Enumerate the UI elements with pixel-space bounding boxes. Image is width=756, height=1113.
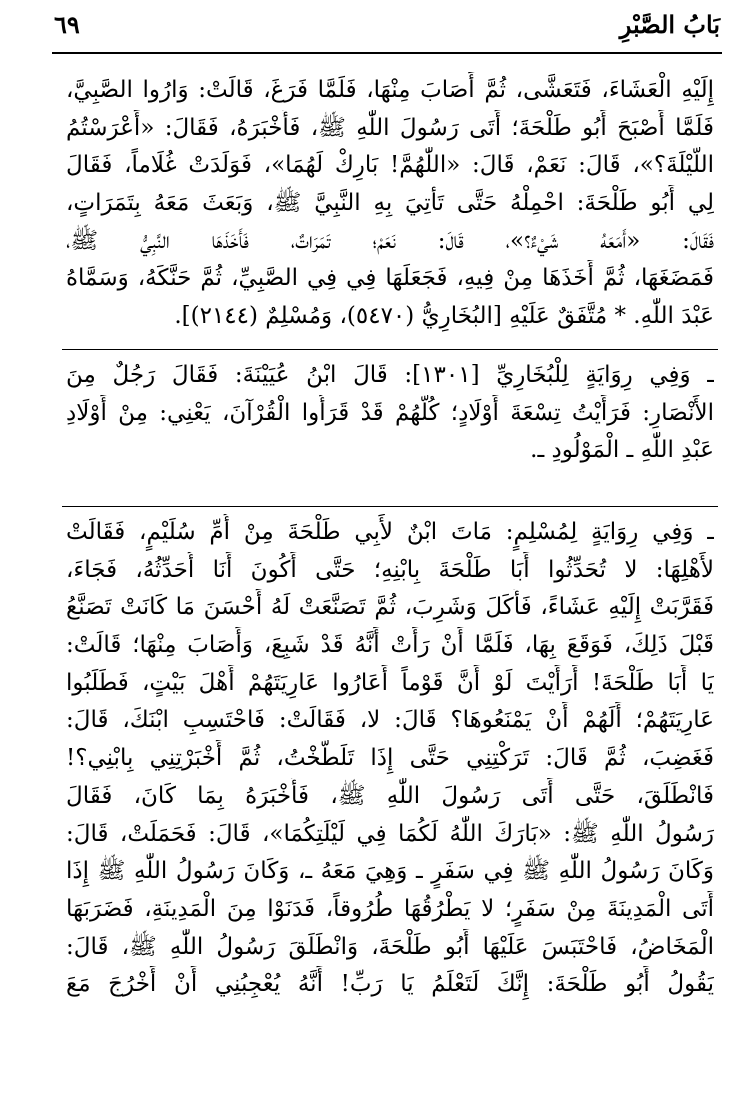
hadith-paragraph <box>66 72 714 336</box>
text-line: ـ وَفِي رِوَايَةٍ لِمُسْلِمٍ: مَاتَ ابْنٌ لأَبِي طَلْحَةَ مِنْ أُمِّ سُلَيْمٍ، فَقَالَتْ <box>66 519 714 545</box>
text-line: لِي أَبُو طَلْحَةَ: احْمِلْهُ حَتَّى تَأْتِيَ بِهِ النَّبِيَّ ﷺ، وَبَعَثَ مَعَهُ بِتَمَرَاتٍ، <box>66 190 714 217</box>
text-line: عَبْدِ اللّٰهِ ـ الْمَوْلُودِ ـ. <box>530 437 714 464</box>
text-line: فَقَرَّبَتْ إِلَيْهِ عَشَاءً، فَأَكَلَ وَشَرِبَ، ثُمَّ تَصَنَّعَتْ لَهُ أَحْسَنَ مَا كَانَتْ تَصَنَّعُ <box>66 594 714 621</box>
text-line: يَقُولُ أَبُو طَلْحَةَ: إِنَّكَ لَتَعْلَمُ يَا رَبِّ! أَنَّهُ يُعْجِبُنِي أَنْ أَخْرُجَ مَعَ <box>66 971 714 998</box>
section-divider <box>62 349 718 350</box>
text-line: لأَهْلِهَا: لا تُحَدِّثُوا أَبَا طَلْحَةَ بِابْنِهِ؛ حَتَّى أَكُونَ أَنَا أُحَدِّثُهُ، فَجَاءَ، <box>66 556 714 583</box>
page-number: ٦٩ <box>54 10 80 39</box>
section-divider <box>62 506 718 507</box>
text-line: عَبْدَ اللّٰهِ. * مُتَّفَقٌ عَلَيْهِ [البُخَارِيُّ (٥٤٧٠)، وَمُسْلِمٌ (٢١٤٤)]. <box>174 303 714 330</box>
text-line: يَا أَبَا طَلْحَةَ! أَرَأَيْتَ لَوْ أَنَّ قَوْماً أَعَارُوا عَارِيَتَهُمْ أَهْلَ بَيْتٍ، فَطَلَبُوا <box>66 669 714 696</box>
text-line: فَغَضِبَ، ثُمَّ قَالَ: تَرَكْتِنِي حَتَّى إِذَا تَلَطَّخْتُ، ثُمَّ أَخْبَرْتِنِي بِابْنِي؟! <box>66 745 714 772</box>
text-line: وَكَانَ رَسُولُ اللّٰهِ ﷺ فِي سَفَرٍ ـ وَهِيَ مَعَهُ ـ، وَكَانَ رَسُولُ اللّٰهِ ﷺ إِذَا <box>66 858 714 885</box>
text-line: فَلَمَّا أَصْبَحَ أَبُو طَلْحَةَ؛ أَتَى رَسُولَ اللّٰهِ ﷺ، فَأَخْبَرَهُ، فَقَالَ: «أَعْرَسْتُمُ <box>66 114 714 141</box>
muslim-narration-paragraph <box>66 514 714 1004</box>
text-line: الأَنْصَارِ: فَرَأَيْتُ تِسْعَةَ أَوْلَادٍ؛ كُلُّهُمْ قَدْ قَرَأُوا الْقُرْآنَ، يَعْنِي: مِنْ أَوْلَادِ <box>66 399 714 426</box>
text-line: أَتَى الْمَدِينَةَ مِنْ سَفَرٍ؛ لا يَطْرُقُهَا طُرُوقاً، فَدَنَوْا مِنَ الْمَدِينَةِ، فَضَرَبَهَا <box>66 895 714 922</box>
header-rule <box>52 52 722 54</box>
text-line: رَسُولُ اللّٰهِ ﷺ: «بَارَكَ اللّٰهُ لَكُمَا فِي لَيْلَتِكُمَا»، قَالَ: فَحَمَلَتْ، قَالَ: <box>66 820 714 847</box>
text-line: إِلَيْهِ الْعَشَاءَ، فَتَعَشَّى، ثُمَّ أَصَابَ مِنْهَا، فَلَمَّا فَرَغَ، قَالَتْ: وَارُوا الصَّبِيَّ، <box>66 77 714 103</box>
bukhari-narration-paragraph <box>66 357 714 470</box>
text-line: ـ وَفِي رِوَايَةٍ لِلْبُخَارِيِّ [١٣٠١]: قَالَ ابْنُ عُيَيْنَةَ: فَقَالَ رَجُلٌ مِنَ <box>66 362 714 388</box>
text-line: عَارِيَتَهُمْ؛ أَلَهُمْ أَنْ يَمْنَعُوهَا؟ قَالَ: لا، فَقَالَتْ: فَاحْتَسِبِ ابْنَكَ، قَالَ: <box>66 707 714 734</box>
text-line: اللَّيْلَةَ؟»، قَالَ: نَعَمْ، قَالَ: «اللّٰهُمَّ! بَارِكْ لَهُمَا»، فَوَلَدَتْ غُلَاماً، فَقَالَ <box>66 152 714 179</box>
text-line: الْمَخَاضُ، فَاحْتَبَسَ عَلَيْهَا أَبُو طَلْحَةَ، وَانْطَلَقَ رَسُولُ اللّٰهِ ﷺ، قَالَ: <box>66 933 714 960</box>
chapter-title: بَابُ الصَّبْرِ <box>619 10 720 39</box>
text-line: قَبْلَ ذَلِكَ، فَوَقَعَ بِهَا، فَلَمَّا أَنْ رَأَتْ أَنَّهُ قَدْ شَبِعَ، وَأَصَابَ مِنْهَا؛ قَالَتْ: <box>66 632 714 659</box>
text-line: فَقَالَ: «أَمَعَهُ شَيْءٌ؟»، قَالَ: نَعَمْ؛ تَمَرَاتٌ، فَأَخَذَهَا النَّبِيُّ ﷺ، <box>66 227 714 254</box>
text-line: فَمَضَغَهَا، ثُمَّ أَخَذَهَا مِنْ فِيهِ، فَجَعَلَهَا فِي فِي الصَّبِيِّ، ثُمَّ حَنَّكَهُ، وَسَمَّاهُ <box>66 265 714 292</box>
text-line: فَانْطَلَقَ، حَتَّى أَتَى رَسُولَ اللّٰهِ ﷺ، فَأَخْبَرَهُ بِمَا كَانَ، فَقَالَ <box>66 782 714 809</box>
